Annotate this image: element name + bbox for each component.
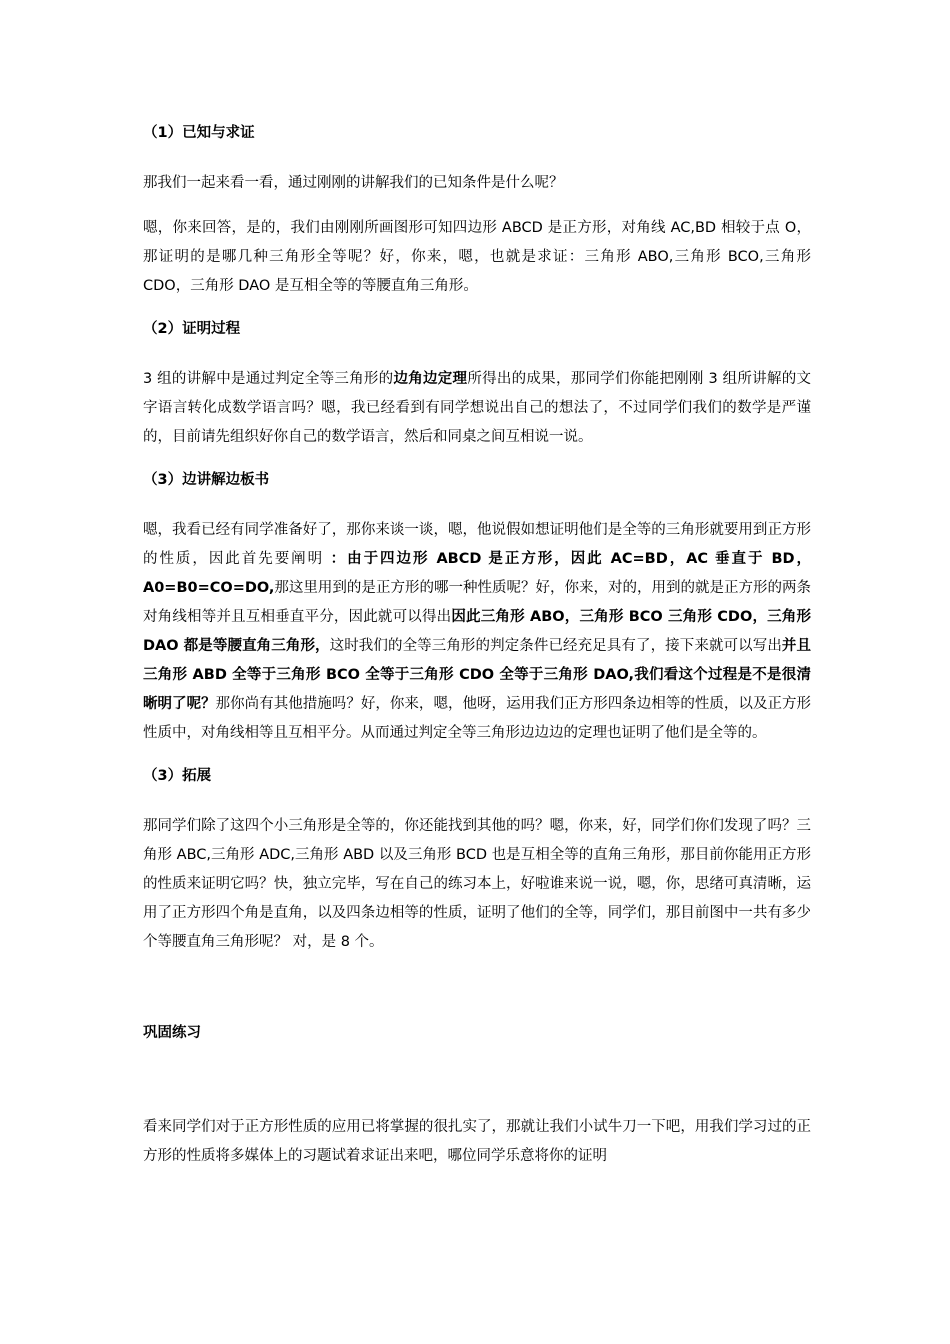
text-run: 3 组的讲解中是通过判定全等三角形的: [143, 371, 394, 387]
paragraph-proof-process: [143, 365, 811, 452]
bold-text-run: ：由于四边形 ABCD 是正方形，因此 AC=BD，AC 垂直于 BD，A0=B0=CO=DO,: [143, 551, 811, 596]
paragraph-blackboard: [143, 516, 811, 748]
spacer: [143, 973, 811, 1021]
text-run: 这时我们的全等三角形的判定条件已经充足具有了，接下来就可以写出: [329, 638, 782, 654]
section-heading-blackboard: （3）边讲解边板书: [143, 472, 270, 488]
spacer: [143, 1069, 811, 1113]
paragraph-extension: 那同学们除了这四个小三角形是全等的，你还能找到其他的吗？嗯，你来，好，同学们你们发现了吗？三角形 ABC,三角形 ADC,三角形 ABD 以及三角形 BCD 也是互相全等的直角三角形，那目前你能用正方形的性质来证明它吗？快，独立完毕，写在自己的练习本上，好啦谁来说一说，嗯，你，思绪可真清晰，运用了正方形四个角是直角，以及四条边相等的性质，证明了他们的全等，同学们，那目前图中一共有多少个等腰直角三角形呢？ 对，是 8 个。: [143, 818, 811, 950]
text-run: 所得出的成果，那同学们你能把刚刚 3 组所讲解的文字语言转化成数学语言吗？嗯，我已经看到有同学想说出自己的想法了，不过同学们我们的数学是严谨的，目前请先组织好你自己的数学语言，然后和同桌之间互相说一说。: [143, 371, 811, 445]
section-heading-proof-process: （2）证明过程: [143, 321, 241, 337]
section-heading-known-and-prove: （1）已知与求证: [143, 125, 255, 141]
bold-text-run: 边角边定理: [393, 371, 468, 387]
paragraph-known-answer: 嗯，你来回答，是的，我们由刚刚所画图形可知四边形 ABCD 是正方形，对角线 AC,BD 相较于点 O，那证明的是哪几种三角形全等呢？好，你来，嗯，也就是求证：三角形 ABO,三角形 BCO,三角形 CDO，三角形 DAO 是互相全等的等腰直角三角形。: [143, 220, 811, 294]
bold-text-run: 并且三角形 ABD 全等于三角形 BCO 全等于三角形 CDO 全等于三角形 DAO,我们看这个过程是不是很清晰明了呢？: [143, 638, 811, 712]
document-page: [143, 121, 811, 1187]
bold-text-run: 因此三角形 ABO，三角形 BCO 三角形 CDO，三角形 DAO 都是等腰直角三角形，: [143, 609, 811, 654]
text-run: 那你尚有其他措施吗？好，你来，嗯，他呀，运用我们正方形四条边相等的性质，以及正方形性质中，对角线相等且互相平分。从而通过判定全等三角形边边边的定理也证明了他们是全等的。: [143, 696, 812, 741]
paragraph-practice: 看来同学们对于正方形性质的应用已将掌握的很扎实了，那就让我们小试牛刀一下吧，用我们学习过的正方形的性质将多媒体上的习题试着求证出来吧，哪位同学乐意将你的证明: [143, 1119, 811, 1164]
section-heading-practice: 巩固练习: [143, 1025, 201, 1041]
text-run: 那这里用到的是正方形的哪一种性质呢？好，你来，对的，用到的就是正方形的两条对角线相等并且互相垂直平分，因此就可以得出: [143, 580, 811, 625]
paragraph-known-question: 那我们一起来看一看，通过刚刚的讲解我们的已知条件是什么呢？: [143, 175, 564, 191]
section-heading-extension: （3）拓展: [143, 768, 212, 784]
text-run: 嗯，我看已经有同学准备好了，那你来谈一谈，嗯，他说假如想证明他们是全等的三角形就要用到正方形的性质，因此首先要阐明: [143, 522, 811, 567]
